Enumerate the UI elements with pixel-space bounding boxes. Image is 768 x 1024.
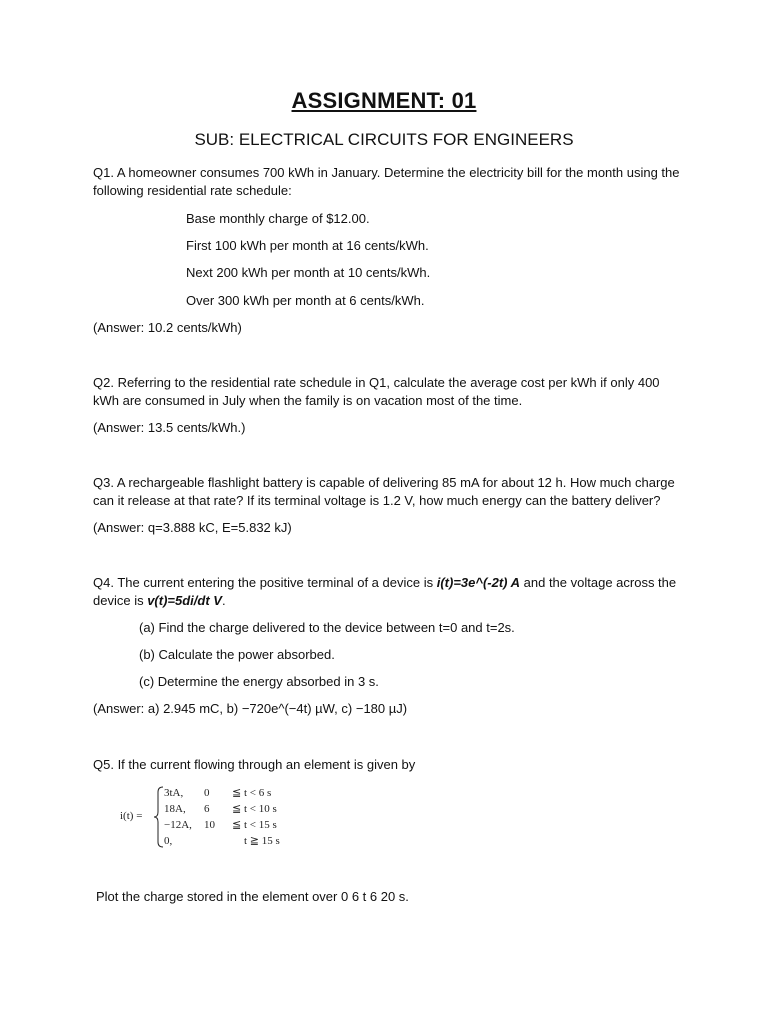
equation-lhs: i(t) = <box>120 810 143 822</box>
q5-plot-instruction: Plot the charge stored in the element over 0 6 t 6 20 s. <box>96 889 409 904</box>
q4-current-expression: i(t)=3e^(-2t) A <box>436 575 521 590</box>
q4-part-b: (b) Calculate the power absorbed. <box>139 647 335 662</box>
equation-case-2: 18A, 6 ≦ t < 10 s <box>164 803 277 815</box>
q4-part-a: (a) Find the charge delivered to the device between t=0 and t=2s. <box>139 620 515 635</box>
q2-answer: (Answer: 13.5 cents/kWh.) <box>93 420 246 435</box>
q4-text <box>93 574 683 610</box>
q4-part-c: (c) Determine the energy absorbed in 3 s. <box>139 674 379 689</box>
q5-text: Q5. If the current flowing through an element is given by <box>93 757 416 772</box>
q4-text-a: Q4. The current entering the positive terminal of a device is <box>93 575 437 590</box>
q3-text: Q3. A rechargeable flashlight battery is capable of delivering 85 mA for about 12 h. How much charge can it release at that rate? If its terminal voltage is 1.2 V, how much energy can the battery deliver? <box>93 475 675 508</box>
q2-text: Q2. Referring to the residential rate schedule in Q1, calculate the average cost per kWh if only 400 kWh are consumed in July when the family is on vacation most of the time. <box>93 375 660 408</box>
equation-case-1: 3tA, 0 ≦ t < 6 s <box>164 787 272 799</box>
q4-text-b: and the voltage across the device is <box>93 575 677 608</box>
q1-rate-3: Next 200 kWh per month at 10 cents/kWh. <box>186 265 431 280</box>
left-brace-icon <box>154 786 164 848</box>
equation-case-4: 0, t ≧ 15 s <box>164 835 280 847</box>
q1-rate-1: Base monthly charge of $12.00. <box>186 211 370 226</box>
q4-voltage-expression: v(t)=5di/dt V <box>147 593 222 608</box>
q1-rate-2: First 100 kWh per month at 16 cents/kWh. <box>186 238 429 253</box>
page-title: ASSIGNMENT: 01 <box>291 88 477 113</box>
q4-text-c: . <box>221 593 226 608</box>
q4-answer: (Answer: a) 2.945 mC, b) −720e^(−4t) µW, c) −180 µJ) <box>93 701 408 716</box>
piecewise-current-equation <box>118 786 308 848</box>
q1-answer: (Answer: 10.2 cents/kWh) <box>93 320 242 335</box>
equation-case-3: −12A, 10 ≦ t < 15 s <box>164 819 277 831</box>
page-subtitle: SUB: ELECTRICAL CIRCUITS FOR ENGINEERS <box>194 130 574 149</box>
q1-text: Q1. A homeowner consumes 700 kWh in January. Determine the electricity bill for the month using the following residential rate schedule: <box>93 165 680 198</box>
q3-answer: (Answer: q=3.888 kC, E=5.832 kJ) <box>93 520 292 535</box>
q1-rate-4: Over 300 kWh per month at 6 cents/kWh. <box>186 293 425 308</box>
